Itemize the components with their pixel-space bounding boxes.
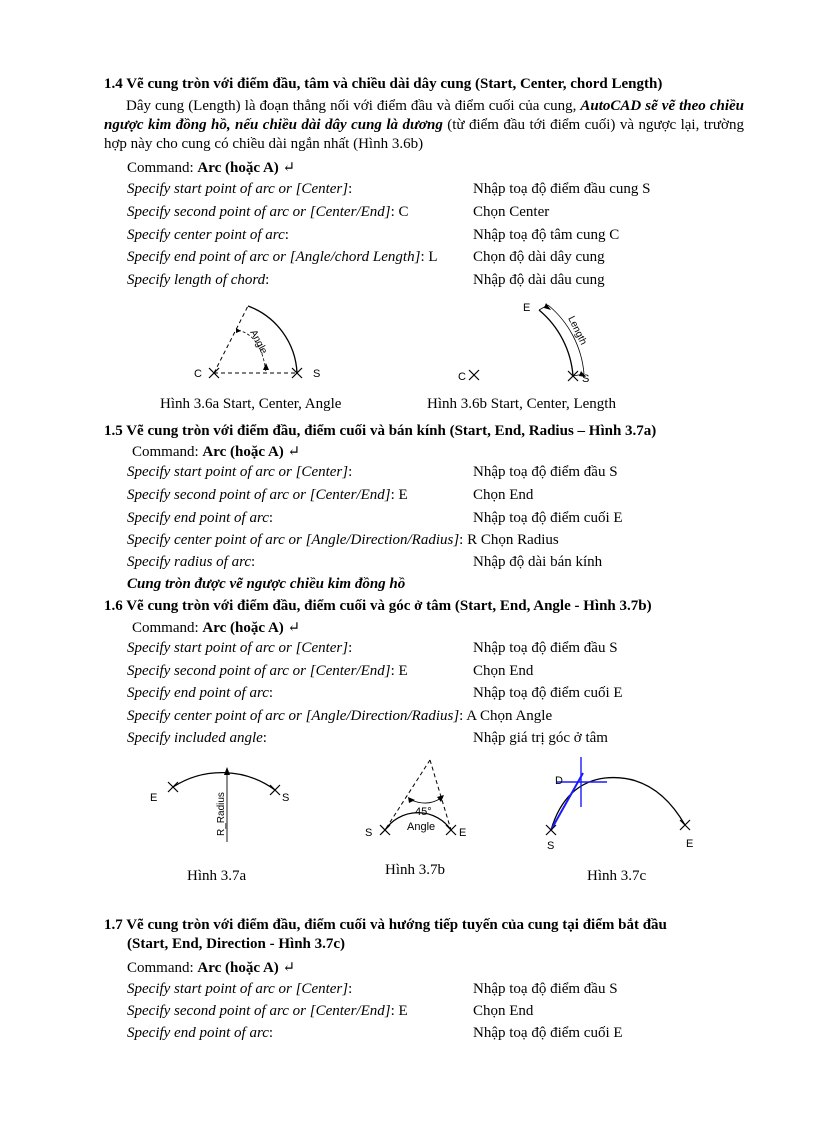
prompt-row xyxy=(127,730,787,752)
section-1-6-heading: 1.6 Vẽ cung tròn với điểm đầu, điểm cuối và góc ở tâm (Start, End, Angle - Hình 3.7b) xyxy=(104,598,652,614)
enter-symbol: ↵ xyxy=(282,960,296,976)
prompt-text: Specify second point of arc or [Center/End] xyxy=(127,487,391,503)
command-name: Arc (hoặc A) xyxy=(197,960,279,976)
prompt-description: Nhập toạ độ điểm cuối E xyxy=(473,685,623,701)
caption-3-7c: Hình 3.7c xyxy=(587,868,647,884)
label-e: E xyxy=(523,302,531,314)
label-s: S xyxy=(282,792,290,804)
prompt-suffix: : L xyxy=(420,249,438,265)
prompt-row xyxy=(127,663,787,685)
label-degrees: 45° xyxy=(415,806,432,818)
label-d: D xyxy=(555,775,563,787)
prompt-description: Nhập toạ độ điểm đầu cung S xyxy=(473,181,651,197)
prompt-row xyxy=(127,1025,787,1047)
prompt-description: Nhập toạ độ điểm đầu S xyxy=(473,464,618,480)
prompt-suffix: : xyxy=(268,685,274,701)
label-length: Length xyxy=(565,314,589,347)
enter-symbol: ↵ xyxy=(287,444,301,460)
prompt-suffix: : xyxy=(348,181,353,197)
prompt-suffix: : E xyxy=(390,1003,408,1019)
prompt-suffix: : xyxy=(262,730,267,746)
label-e: E xyxy=(686,838,694,850)
prompt-row xyxy=(127,204,787,226)
prompt-text: Specify included angle xyxy=(127,730,263,746)
prompt-row xyxy=(127,181,787,203)
label-e: E xyxy=(150,792,158,804)
prompt-description: Chọn End xyxy=(473,663,534,679)
prompt-row xyxy=(127,272,787,294)
label-radius: R_Radius xyxy=(216,792,227,836)
label-s: S xyxy=(582,373,590,385)
figure-3-7a xyxy=(145,760,305,845)
command-name: Arc (hoặc A) xyxy=(202,444,284,460)
arrow-head xyxy=(437,795,444,802)
prompt-description: Nhập toạ độ điểm đầu S xyxy=(473,640,618,656)
prompt-description: Nhập độ dài bán kính xyxy=(473,554,603,570)
command-prefix: Command: xyxy=(127,960,198,976)
prompt-row xyxy=(127,249,787,271)
prompt-text: Specify start point of arc or [Center] xyxy=(127,181,349,197)
paragraph-text-c: (từ điểm đầu tới điểm cuối) và ngược lại, trường hợp này cho cung có chiều dài ngắn nhất (Hình 3.6b) xyxy=(104,117,744,152)
paragraph-text-a: Dây cung (Length) là đoạn thẳng nối với điểm đầu và điểm cuối của cung, xyxy=(126,98,581,114)
caption-3-7b: Hình 3.7b xyxy=(385,862,445,878)
radius-line xyxy=(214,306,248,373)
cross-marker xyxy=(380,825,390,835)
prompt-suffix: : A Chọn Angle xyxy=(459,708,553,724)
prompt-suffix: : xyxy=(265,272,270,288)
figure-3-6b xyxy=(455,298,605,390)
prompt-description: Nhập giá trị góc ở tâm xyxy=(473,730,608,746)
prompt-text: Specify second point of arc or [Center/End] xyxy=(127,1003,391,1019)
prompt-row xyxy=(127,554,787,576)
label-c: C xyxy=(458,371,466,383)
prompt-text: Specify center point of arc or [Angle/Direction/Radius] xyxy=(127,708,460,724)
prompt-row xyxy=(127,510,787,532)
prompt-text: Specify second point of arc or [Center/End] xyxy=(127,204,391,220)
prompt-row xyxy=(127,487,787,509)
figure-3-7c xyxy=(525,755,715,855)
command-name: Arc (hoặc A) xyxy=(197,160,279,176)
label-s: S xyxy=(547,840,555,852)
arrow-head xyxy=(408,797,415,803)
prompt-text: Specify end point of arc or [Angle/chord Length] xyxy=(127,249,421,265)
prompt-suffix: : xyxy=(348,640,353,656)
caption-3-7a: Hình 3.7a xyxy=(187,868,247,884)
prompt-row xyxy=(127,227,787,249)
figure-3-6a xyxy=(190,300,340,388)
prompt-text: Specify end point of arc xyxy=(127,1025,269,1041)
label-c: C xyxy=(194,368,202,380)
prompt-row xyxy=(127,981,787,1003)
caption-3-6a: Hình 3.6a Start, Center, Angle xyxy=(160,396,342,412)
prompt-text: Specify second point of arc or [Center/End] xyxy=(127,663,391,679)
command-line-1-7 xyxy=(127,958,295,977)
section-1-7-heading-cont: (Start, End, Direction - Hình 3.7c) xyxy=(127,936,346,952)
command-prefix: Command: xyxy=(132,620,203,636)
arc-shape xyxy=(551,778,685,830)
prompt-suffix: : C xyxy=(390,204,409,220)
prompt-text: Specify center point of arc xyxy=(127,227,285,243)
paragraph-emphasis: AutoCAD sẽ vẽ theo chiều ngược kim đồng hồ, nếu chiều dài dây cung là dương xyxy=(104,98,744,133)
prompt-description: Nhập toạ độ tâm cung C xyxy=(473,227,620,243)
command-line-1-5 xyxy=(132,442,300,461)
cross-marker xyxy=(270,785,280,795)
command-prefix: Command: xyxy=(127,160,198,176)
section-1-4-paragraph xyxy=(104,97,744,154)
arrow-head xyxy=(263,363,269,370)
prompt-suffix: : xyxy=(348,981,353,997)
section-1-5-note: Cung tròn được vẽ ngược chiều kim đồng hồ xyxy=(127,576,406,592)
label-angle: Angle xyxy=(407,821,436,833)
command-line-1-4 xyxy=(127,158,295,177)
prompt-description: Nhập toạ độ điểm cuối E xyxy=(473,510,623,526)
prompt-row xyxy=(127,1003,787,1025)
prompt-description: Chọn End xyxy=(473,1003,534,1019)
prompt-description: Nhập độ dài dâu cung xyxy=(473,272,605,288)
cross-marker xyxy=(446,825,456,835)
prompt-suffix: : xyxy=(348,464,353,480)
enter-symbol: ↵ xyxy=(282,160,296,176)
label-s: S xyxy=(313,368,321,380)
enter-symbol: ↵ xyxy=(287,620,301,636)
prompt-description: Nhập toạ độ điểm cuối E xyxy=(473,1025,623,1041)
section-1-5-heading: 1.5 Vẽ cung tròn với điểm đầu, điểm cuối và bán kính (Start, End, Radius – Hình 3.7a) xyxy=(104,423,657,439)
prompt-suffix: : R Chọn Radius xyxy=(459,532,559,548)
label-angle: Angle xyxy=(247,328,270,356)
prompt-suffix: : xyxy=(284,227,289,243)
caption-3-6b: Hình 3.6b Start, Center, Length xyxy=(427,396,616,412)
command-line-1-6 xyxy=(132,618,300,637)
cross-marker xyxy=(168,782,178,792)
prompt-text: Specify start point of arc or [Center] xyxy=(127,640,349,656)
prompt-row xyxy=(127,685,787,707)
angle-arc xyxy=(411,798,441,803)
prompt-description: Chọn độ dài dây cung xyxy=(473,249,605,265)
prompt-suffix: : E xyxy=(390,663,408,679)
command-name: Arc (hoặc A) xyxy=(202,620,284,636)
section-1-7-heading: 1.7 Vẽ cung tròn với điểm đầu, điểm cuối và hướng tiếp tuyến của cung tại điểm bắt đầu xyxy=(104,917,667,933)
figure-3-7b xyxy=(355,755,485,847)
prompt-text: Specify end point of arc xyxy=(127,510,269,526)
cross-marker xyxy=(546,825,556,835)
prompt-text: Specify start point of arc or [Center] xyxy=(127,464,349,480)
cross-marker xyxy=(469,370,479,380)
prompt-row xyxy=(127,640,787,662)
prompt-description: Chọn End xyxy=(473,487,534,503)
section-1-4-heading: 1.4 Vẽ cung tròn với điểm đầu, tâm và chiều dài dây cung (Start, Center, chord Length) xyxy=(104,76,663,92)
prompt-suffix: : xyxy=(268,1025,274,1041)
command-prefix: Command: xyxy=(132,444,203,460)
prompt-text: Specify radius of arc xyxy=(127,554,252,570)
prompt-text: Specify length of chord xyxy=(127,272,266,288)
prompt-text: Specify start point of arc or [Center] xyxy=(127,981,349,997)
prompt-row xyxy=(127,708,787,730)
prompt-suffix: : xyxy=(268,510,274,526)
prompt-description: Nhập toạ độ điểm đầu S xyxy=(473,981,618,997)
prompt-suffix: : E xyxy=(390,487,408,503)
prompt-row xyxy=(127,464,787,486)
prompt-suffix: : xyxy=(251,554,256,570)
prompt-row xyxy=(127,532,787,554)
arrow-head xyxy=(224,767,230,775)
prompt-description: Chọn Center xyxy=(473,204,550,220)
cross-marker xyxy=(680,820,690,830)
arc-shape xyxy=(173,773,275,790)
label-s: S xyxy=(365,827,373,839)
radius-line xyxy=(385,760,430,830)
prompt-text: Specify end point of arc xyxy=(127,685,269,701)
label-e: E xyxy=(459,827,467,839)
prompt-text: Specify center point of arc or [Angle/Direction/Radius] xyxy=(127,532,460,548)
